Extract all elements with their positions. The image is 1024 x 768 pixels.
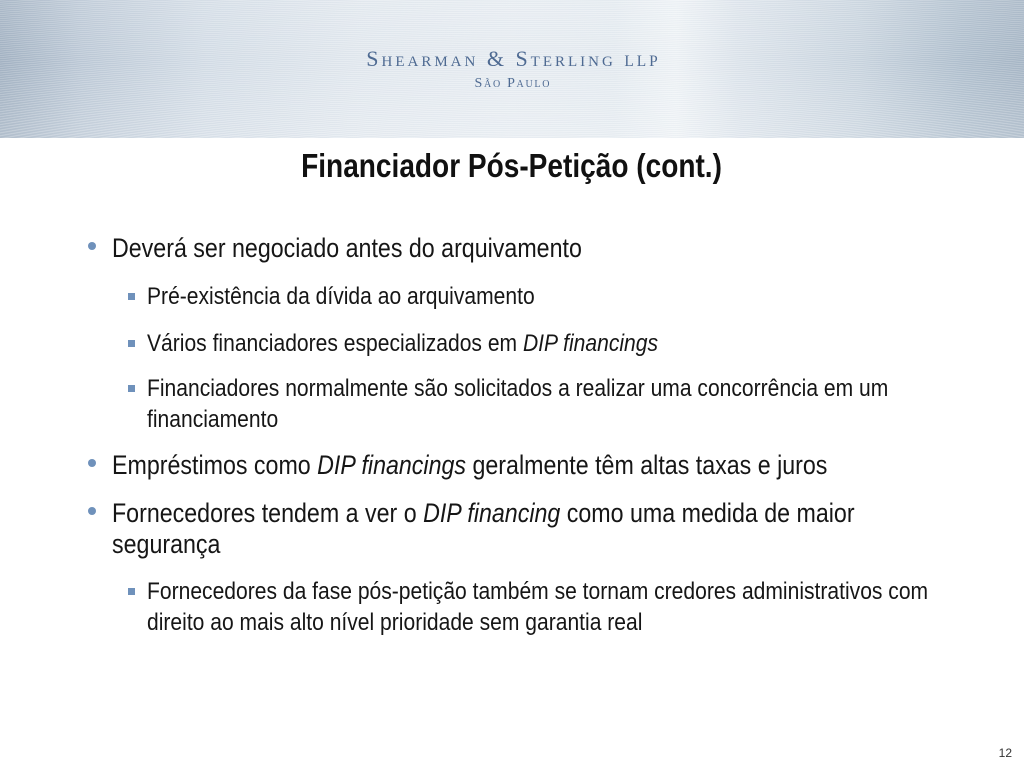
office-location: São Paulo [474,76,552,91]
square-bullet-icon [128,340,135,347]
header-banner [0,0,1024,138]
firm-logo [0,46,1024,75]
bullet-dot-icon [88,459,96,467]
sub-bullet-item [0,373,1024,435]
bullet-emphasis: DIP financings [522,330,659,357]
square-bullet-icon [128,293,135,300]
bullet-text: Deverá ser negociado antes do arquivamento [112,233,582,263]
sub-bullet-text-part: Vários financiadores especializados em [147,330,523,357]
bullet-text-part: Empréstimos como [112,450,318,480]
sub-bullet-item [0,576,1024,638]
sub-bullet-text: Financiadores normalmente são solicitados a realizar uma concorrência em um financiamento [147,375,889,433]
bullet-emphasis: DIP financing [423,498,561,528]
page-number: 12 [998,746,1012,760]
sub-bullet-text [147,328,947,359]
bullet-item [0,498,1024,560]
firm-name-suffix: LLP [624,53,661,70]
bullet-text-part: Fornecedores tendem a ver o [112,498,424,528]
bullet-text-part: geralmente têm altas taxas e juros [466,450,828,480]
bullet-text [112,498,933,560]
square-bullet-icon [128,588,135,595]
bullet-item [0,450,1024,481]
sub-bullet-item [0,328,1024,359]
bullet-text [112,450,933,481]
bullet-item [0,233,1024,264]
bullet-dot-icon [88,242,96,250]
bullet-dot-icon [88,507,96,515]
sub-bullet-text: Pré-existência da dívida ao arquivamento [147,283,535,310]
sub-bullet-text: Fornecedores da fase pós-petição também se tornam credores administrativos com direito ao mais alto nível prioridade sem garantia real [147,578,929,636]
bullet-text-part: como uma medida de maior segurança [112,498,855,559]
bullet-emphasis: DIP financings [317,450,467,480]
sub-bullet-item [0,281,1024,312]
slide-title [0,147,1024,185]
slide-title-text: Financiador Pós-Petição (cont.) [301,147,723,184]
firm-name: Shearman & Sterling [366,46,616,71]
square-bullet-icon [128,385,135,392]
